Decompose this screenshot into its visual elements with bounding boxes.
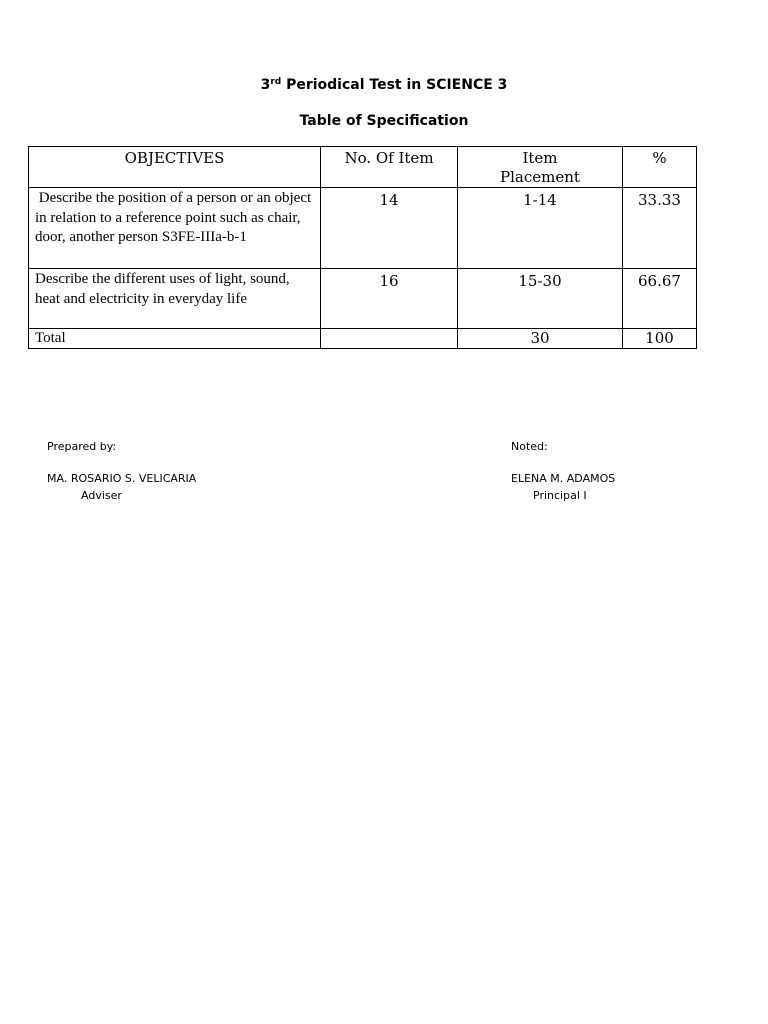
table-row [29,188,697,269]
header-objectives: OBJECTIVES [29,147,321,188]
header-percent: % [623,147,697,188]
preparer-position: Adviser [81,489,122,502]
total-row [29,329,697,349]
items-cell: 14 [321,188,458,269]
table-row [29,269,697,329]
total-items [321,329,458,349]
total-placement: 30 [458,329,623,349]
preparer-name: MA. ROSARIO S. VELICARIA [47,472,197,485]
objective-cell: Describe the different uses of light, sound, heat and electricity in everyday life [29,269,321,329]
table-header-row [29,147,697,188]
total-percent: 100 [623,329,697,349]
objective-cell: Describe the position of a person or an object in relation to a reference point such as chair, door, another person S3FE-IIIa-b-1 [29,188,321,269]
noter-name: ELENA M. ADAMOS [511,472,616,485]
title-number: 3 [260,77,271,93]
title-ordinal-suffix: rd [270,77,282,87]
placement-cell: 1-14 [458,188,623,269]
title-text: Periodical Test in SCIENCE 3 [281,77,508,93]
total-label: Total [29,329,321,349]
header-item-placement-label: Item Placement [500,149,580,186]
placement-cell: 15-30 [458,269,623,329]
noter-position: Principal I [533,489,587,502]
noted-label: Noted: [511,440,548,453]
percent-cell: 33.33 [623,188,697,269]
specification-table [28,146,697,349]
header-no-of-item: No. Of Item [321,147,458,188]
prepared-by-label: Prepared by: [47,440,117,453]
items-cell: 16 [321,269,458,329]
document-subtitle: Table of Specification [299,113,469,129]
document-title [0,77,768,93]
header-item-placement [458,147,623,188]
percent-cell: 66.67 [623,269,697,329]
